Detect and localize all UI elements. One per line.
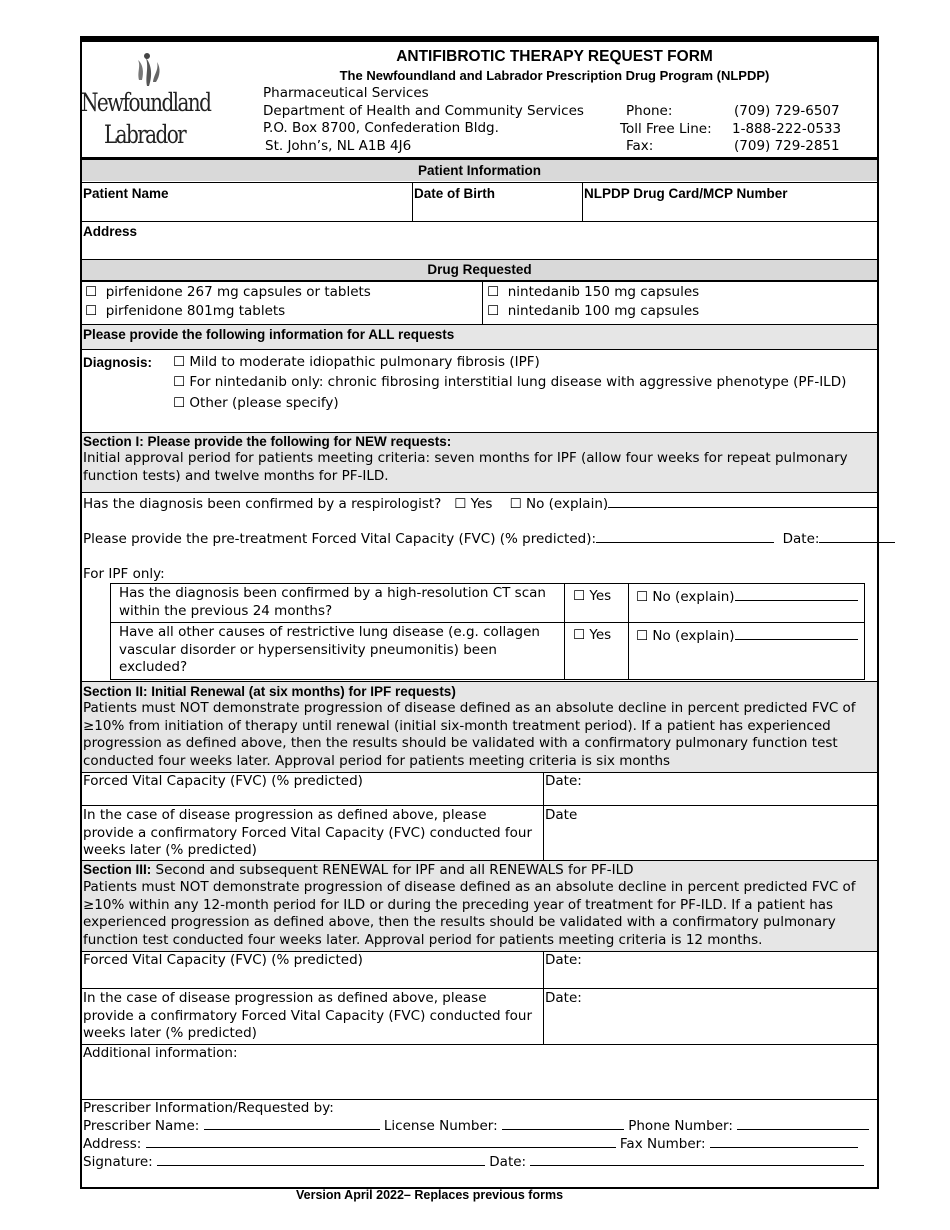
address-field[interactable]: Address (83, 224, 138, 239)
fvc-line[interactable] (596, 530, 774, 543)
prescriber-name-line[interactable] (204, 1117, 380, 1130)
yes-label: Yes (470, 496, 493, 512)
prescriber-row1 (83, 1117, 869, 1136)
checkbox-icon[interactable]: ☐ (636, 589, 649, 605)
explain-line[interactable] (608, 495, 878, 508)
fax-label: Fax: (626, 138, 654, 154)
diagnosis-option-label: Mild to moderate idiopathic pulmonary fibrosis (IPF) (189, 354, 540, 370)
form-title: ANTIFIBROTIC THERAPY REQUEST FORM (396, 48, 713, 65)
no-explain-label: No (explain) (652, 589, 735, 605)
fax-number-line[interactable] (710, 1135, 858, 1148)
explain-line[interactable] (735, 627, 858, 640)
divider (543, 951, 544, 1044)
signature-date-label: Date: (489, 1154, 527, 1170)
divider (82, 349, 877, 350)
signature-date-line[interactable] (530, 1153, 864, 1166)
checkbox-icon[interactable]: ☐ (173, 354, 186, 370)
drug-option-label: pirfenidone 801mg tablets (105, 303, 286, 319)
drug-option-nint-100[interactable] (487, 303, 699, 321)
prescriber-address-line[interactable] (146, 1135, 616, 1148)
section3-heading-bold: Section III: (83, 862, 152, 877)
drug-option-label: pirfenidone 267 mg capsules or tablets (105, 284, 371, 300)
drug-option-pirf-267[interactable] (85, 284, 371, 302)
ipf-causes-no[interactable] (636, 627, 858, 646)
section3-text: Patients must NOT demonstrate progression of disease defined as an absolute decline in percent predicted FVC of ≥10% within any 12-month period for ILD or during the preceding year of treatment for PF-ILD. If a patient has experienced progression as defined above, then the results should be validated with a confirmatory pulmonary function test conducted four weeks later. Approval period for patients meeting criteria is 12 months. (83, 879, 856, 948)
diagnosis-label: Diagnosis: (83, 355, 153, 370)
divider (482, 282, 483, 324)
phone-number-line[interactable] (737, 1117, 869, 1130)
nl-logo (81, 48, 211, 158)
checkbox-icon[interactable]: ☐ (85, 284, 98, 300)
ipf-causes-question: Have all other causes of restrictive lung disease (e.g. collagen vascular disorder or hypersensitivity pneumonitis) been excluded? (119, 624, 540, 675)
s2-fvc-date[interactable]: Date: (545, 773, 582, 789)
divider (628, 583, 629, 680)
phone-number-label: Phone Number: (628, 1118, 733, 1134)
checkbox-icon[interactable]: ☐ (173, 374, 186, 390)
checkbox-icon[interactable]: ☐ (487, 284, 500, 300)
fvc-pretreatment (83, 530, 895, 549)
section3-heading-rest: Second and subsequent RENEWAL for IPF and all RENEWALS for PF-ILD (151, 862, 634, 878)
checkbox-icon[interactable]: ☐ (85, 303, 98, 319)
drug-option-label: nintedanib 150 mg capsules (507, 284, 700, 300)
checkbox-icon[interactable]: ☐ (173, 395, 186, 411)
diagnosis-other[interactable] (173, 395, 339, 413)
license-label: License Number: (383, 1118, 498, 1134)
all-requests-heading: Please provide the following information for ALL requests (83, 327, 455, 342)
s2-confirm-date[interactable]: Date (545, 807, 578, 823)
prescriber-name-label: Prescriber Name: (83, 1118, 200, 1134)
prescriber-row2 (83, 1135, 858, 1154)
pitcher-plant-icon (129, 50, 169, 90)
prescriber-address-label: Address: (83, 1136, 142, 1152)
address-line: P.O. Box 8700, Confederation Bldg. (263, 120, 499, 136)
patient-name-field[interactable]: Patient Name (83, 186, 169, 201)
form-subtitle: The Newfoundland and Labrador Prescription Drug Program (NLPDP) (339, 68, 770, 83)
divider (82, 988, 877, 989)
prescriber-row3 (83, 1153, 864, 1172)
contact-labels (620, 103, 730, 156)
checkbox-icon[interactable]: ☐ (573, 588, 586, 604)
section1-text: Initial approval period for patients meeting criteria: seven months for IPF (allow four weeks for repeat pulmonary function tests) and twelve months for PF-ILD. (83, 450, 848, 484)
section2-heading: Section II: Initial Renewal (at six months) for IPF requests) (83, 684, 456, 699)
phone-value: (709) 729-6507 (734, 103, 840, 119)
divider (110, 622, 865, 623)
fvc-question: Please provide the pre-treatment Forced Vital Capacity (FVC) (% predicted): (83, 531, 597, 547)
divider (82, 280, 877, 282)
divider (543, 772, 544, 860)
additional-info-field[interactable]: Additional information: (83, 1045, 238, 1061)
contact-values (732, 103, 872, 156)
address-line: Pharmaceutical Services (263, 85, 429, 101)
divider (82, 182, 877, 183)
s3-confirm-date[interactable]: Date: (545, 990, 582, 1006)
logo-text-line1: Newfoundland (81, 88, 211, 117)
diagnosis-pf-ild[interactable] (173, 374, 846, 392)
signature-label: Signature: (83, 1154, 153, 1170)
request-form (80, 36, 879, 1189)
s3-confirm-field[interactable]: In the case of disease progression as defined above, please provide a confirmatory Forced Vital Capacity (FVC) conducted four weeks later (% predicted) (83, 990, 533, 1041)
checkbox-icon[interactable]: ☐ (487, 303, 500, 319)
drug-option-pirf-801[interactable] (85, 303, 285, 321)
fax-value: (709) 729-2851 (734, 138, 840, 154)
s2-confirm-field[interactable]: In the case of disease progression as defined above, please provide a confirmatory Forced Vital Capacity (FVC) conducted four weeks later (% predicted) (83, 807, 533, 858)
address-line: St. John’s, NL A1B 4J6 (265, 137, 412, 154)
divider (412, 182, 413, 222)
yes-label: Yes (589, 627, 612, 643)
s2-fvc-field[interactable]: Forced Vital Capacity (FVC) (% predicted) (83, 773, 363, 789)
phone-label: Phone: (626, 103, 673, 119)
drug-section-title: Drug Requested (427, 262, 532, 277)
drug-option-nint-150[interactable] (487, 284, 699, 302)
dept-address (263, 85, 623, 155)
ipf-causes-yes[interactable] (573, 627, 611, 645)
ipf-ct-yes[interactable] (573, 588, 611, 606)
diagnosis-option-label: Other (please specify) (189, 395, 339, 411)
s3-fvc-field[interactable]: Forced Vital Capacity (FVC) (% predicted) (83, 952, 363, 968)
no-explain-label: No (explain) (526, 496, 609, 512)
prescriber-heading: Prescriber Information/Requested by: (83, 1100, 334, 1116)
respirologist-question-label: Has the diagnosis been confirmed by a respirologist? (83, 496, 442, 512)
version-footer: Version April 2022– Replaces previous forms (296, 1188, 564, 1202)
no-explain-label: No (explain) (652, 628, 735, 644)
checkbox-icon[interactable]: ☐ (454, 496, 467, 512)
date-line[interactable] (819, 530, 895, 543)
checkbox-icon[interactable]: ☐ (636, 628, 649, 644)
ipf-ct-question: Has the diagnosis been confirmed by a high-resolution CT scan within the previous 24 months? (119, 585, 546, 619)
divider (82, 805, 877, 806)
diagnosis-ipf[interactable] (173, 354, 540, 372)
section1-heading: Section I: Please provide the following for NEW requests: (83, 434, 452, 449)
divider (582, 182, 583, 222)
explain-line[interactable] (735, 588, 858, 601)
license-line[interactable] (502, 1117, 624, 1130)
ipf-only-label: For IPF only: (83, 566, 165, 582)
divider (82, 221, 877, 222)
diagnosis-option-label: For nintedanib only: chronic fibrosing interstitial lung disease with aggressive phenotype (PF-ILD) (189, 374, 847, 390)
ipf-ct-no[interactable] (636, 588, 858, 607)
date-label: Date: (782, 531, 820, 547)
top-border (82, 38, 877, 42)
drug-option-label: nintedanib 100 mg capsules (507, 303, 700, 319)
checkbox-icon[interactable]: ☐ (509, 496, 522, 512)
dob-field[interactable]: Date of Birth (414, 186, 495, 201)
fax-number-label: Fax Number: (619, 1136, 706, 1152)
tollfree-value: 1-888-222-0533 (732, 120, 842, 137)
divider (82, 492, 877, 493)
divider (564, 583, 565, 680)
signature-line[interactable] (157, 1153, 485, 1166)
s3-fvc-date[interactable]: Date: (545, 952, 582, 968)
card-number-field[interactable]: NLPDP Drug Card/MCP Number (584, 186, 788, 201)
section3-heading (83, 861, 873, 880)
checkbox-icon[interactable]: ☐ (573, 627, 586, 643)
patient-section-title: Patient Information (417, 163, 541, 178)
respirologist-question (83, 495, 878, 514)
logo-text-line2: Labrador (104, 120, 186, 149)
tollfree-label: Toll Free Line: (620, 120, 712, 137)
yes-label: Yes (589, 588, 612, 604)
section2-text: Patients must NOT demonstrate progression of disease defined as an absolute decline in percent predicted FVC of ≥10% from initiation of therapy until renewal (initial six-month treatment period). If a patient has experienced progression as defined above, then the results should be validated with a confirmatory pulmonary function test conducted four weeks later. Approval period for patients meeting criteria is six months (83, 700, 856, 769)
address-line: Department of Health and Community Services (263, 102, 584, 119)
